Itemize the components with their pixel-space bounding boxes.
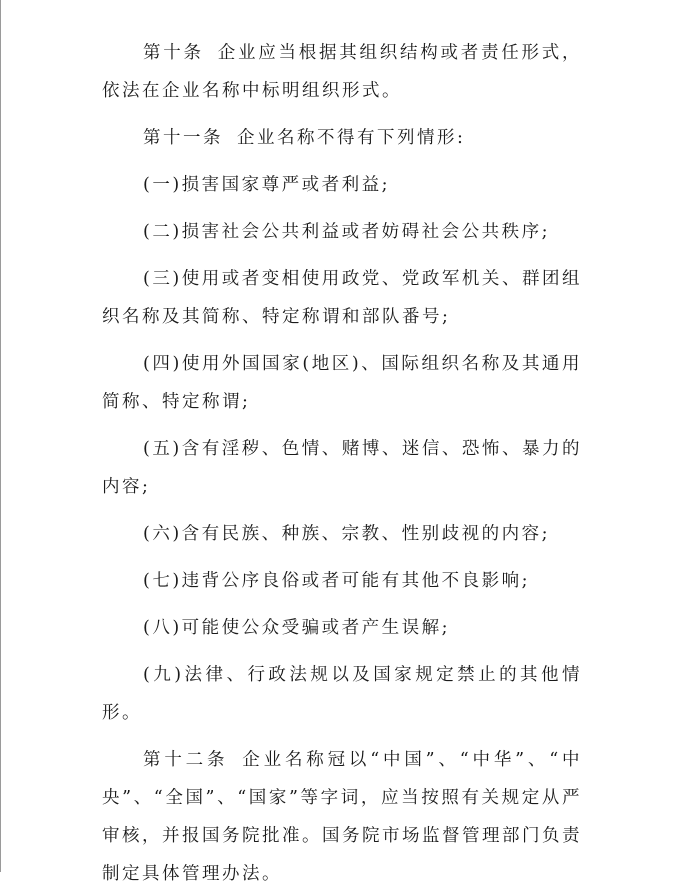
list-item bbox=[102, 656, 582, 732]
list-item bbox=[102, 260, 582, 336]
paragraph-text: 企业应当根据其组织结构或者责任形式，依法在企业名称中标明组织形式。 bbox=[102, 43, 582, 101]
list-item bbox=[102, 430, 582, 506]
article-number: 第十二条 bbox=[143, 750, 229, 770]
list-item bbox=[102, 166, 582, 204]
document-page bbox=[102, 34, 582, 893]
list-item-text: (六)含有民族、种族、宗教、性别歧视的内容; bbox=[143, 524, 551, 544]
list-item bbox=[102, 562, 582, 600]
list-item-text: (三)使用或者变相使用政党、党政军机关、群团组织名称及其简称、特定称谓和部队番号; bbox=[102, 269, 582, 327]
list-item-text: (八)可能使公众受骗或者产生误解; bbox=[143, 618, 451, 638]
article-11-paragraph bbox=[102, 119, 582, 157]
page-left-border bbox=[0, 0, 1, 872]
list-item bbox=[102, 345, 582, 421]
article-12-paragraph bbox=[102, 741, 582, 893]
list-item bbox=[102, 515, 582, 553]
list-item-text: (四)使用外国国家(地区)、国际组织名称及其通用简称、特定称谓; bbox=[102, 354, 582, 412]
list-item-text: (一)损害国家尊严或者利益; bbox=[143, 175, 391, 195]
article-number: 第十条 bbox=[143, 43, 204, 63]
list-item-text: (七)违背公序良俗或者可能有其他不良影响; bbox=[143, 571, 531, 591]
list-item-text: (二)损害社会公共利益或者妨碍社会公共秩序; bbox=[143, 222, 551, 242]
list-item bbox=[102, 609, 582, 647]
paragraph-text: 企业名称冠以“中国”、“中华”、“中央”、“全国”、“国家”等字词，应当按照有关规定从严审核，并报国务院批准。国务院市场监督管理部门负责制定具体管理办法。 bbox=[102, 750, 583, 884]
article-number: 第十一条 bbox=[143, 128, 223, 148]
list-item bbox=[102, 213, 582, 251]
article-10-paragraph bbox=[102, 34, 582, 110]
paragraph-text: 企业名称不得有下列情形: bbox=[237, 128, 466, 148]
list-item-text: (九)法律、行政法规以及国家规定禁止的其他情形。 bbox=[102, 665, 582, 723]
list-item-text: (五)含有淫秽、色情、赌博、迷信、恐怖、暴力的内容; bbox=[102, 439, 582, 497]
